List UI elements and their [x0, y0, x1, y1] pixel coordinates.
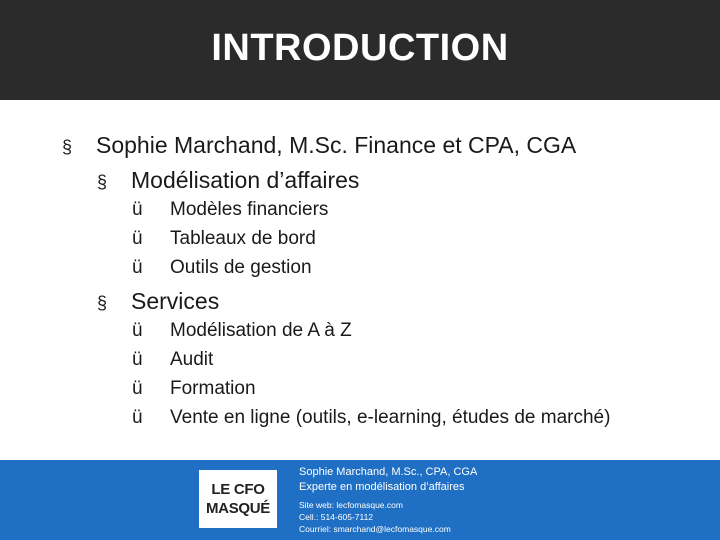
logo	[199, 470, 277, 528]
check-bullet-icon: ü	[132, 199, 143, 220]
list-item-text: Modèles financiers	[170, 199, 329, 220]
check-bullet-icon: ü	[132, 320, 143, 341]
logo-line-2: MASQUÉ	[205, 500, 271, 517]
list-item-text: Formation	[170, 378, 256, 399]
contact-phone: Cell.: 514-605-7112	[299, 512, 374, 522]
list-item	[132, 320, 352, 342]
list-item	[132, 257, 312, 279]
presenter-text: Sophie Marchand, M.Sc. Finance et CPA, CGA	[96, 132, 577, 158]
bullet-presenter	[62, 132, 576, 159]
bullet-services	[97, 288, 219, 315]
square-bullet-icon: §	[62, 137, 73, 157]
check-bullet-icon: ü	[132, 228, 143, 249]
modeling-label: Modélisation d’affaires	[131, 167, 360, 193]
list-item	[132, 407, 610, 429]
check-bullet-icon: ü	[132, 349, 143, 370]
list-item	[132, 228, 316, 250]
check-bullet-icon: ü	[132, 378, 143, 399]
list-item-text: Outils de gestion	[170, 257, 312, 278]
list-item-text: Vente en ligne (outils, e-learning, études de marché)	[170, 407, 611, 428]
contact-site: Site web: lecfomasque.com	[299, 500, 403, 510]
contact-block	[299, 465, 477, 535]
list-item-text: Tableaux de bord	[170, 228, 316, 249]
contact-title: Experte en modélisation d’affaires	[299, 481, 465, 493]
slide-title: INTRODUCTION	[211, 26, 509, 69]
check-bullet-icon: ü	[132, 407, 143, 428]
bullet-modeling	[97, 167, 359, 194]
list-item	[132, 378, 256, 400]
check-bullet-icon: ü	[132, 257, 143, 278]
contact-name: Sophie Marchand, M.Sc., CPA, CGA	[299, 466, 478, 478]
services-label: Services	[131, 288, 220, 314]
square-bullet-icon: §	[97, 172, 108, 192]
logo-line-1: LE CFO	[211, 481, 265, 498]
list-item	[132, 349, 213, 371]
list-item-text: Audit	[170, 349, 214, 370]
square-bullet-icon: §	[97, 293, 108, 313]
list-item-text: Modélisation de A à Z	[170, 320, 352, 341]
contact-email: Courriel: smarchand@lecfomasque.com	[299, 524, 451, 534]
list-item	[132, 199, 328, 221]
